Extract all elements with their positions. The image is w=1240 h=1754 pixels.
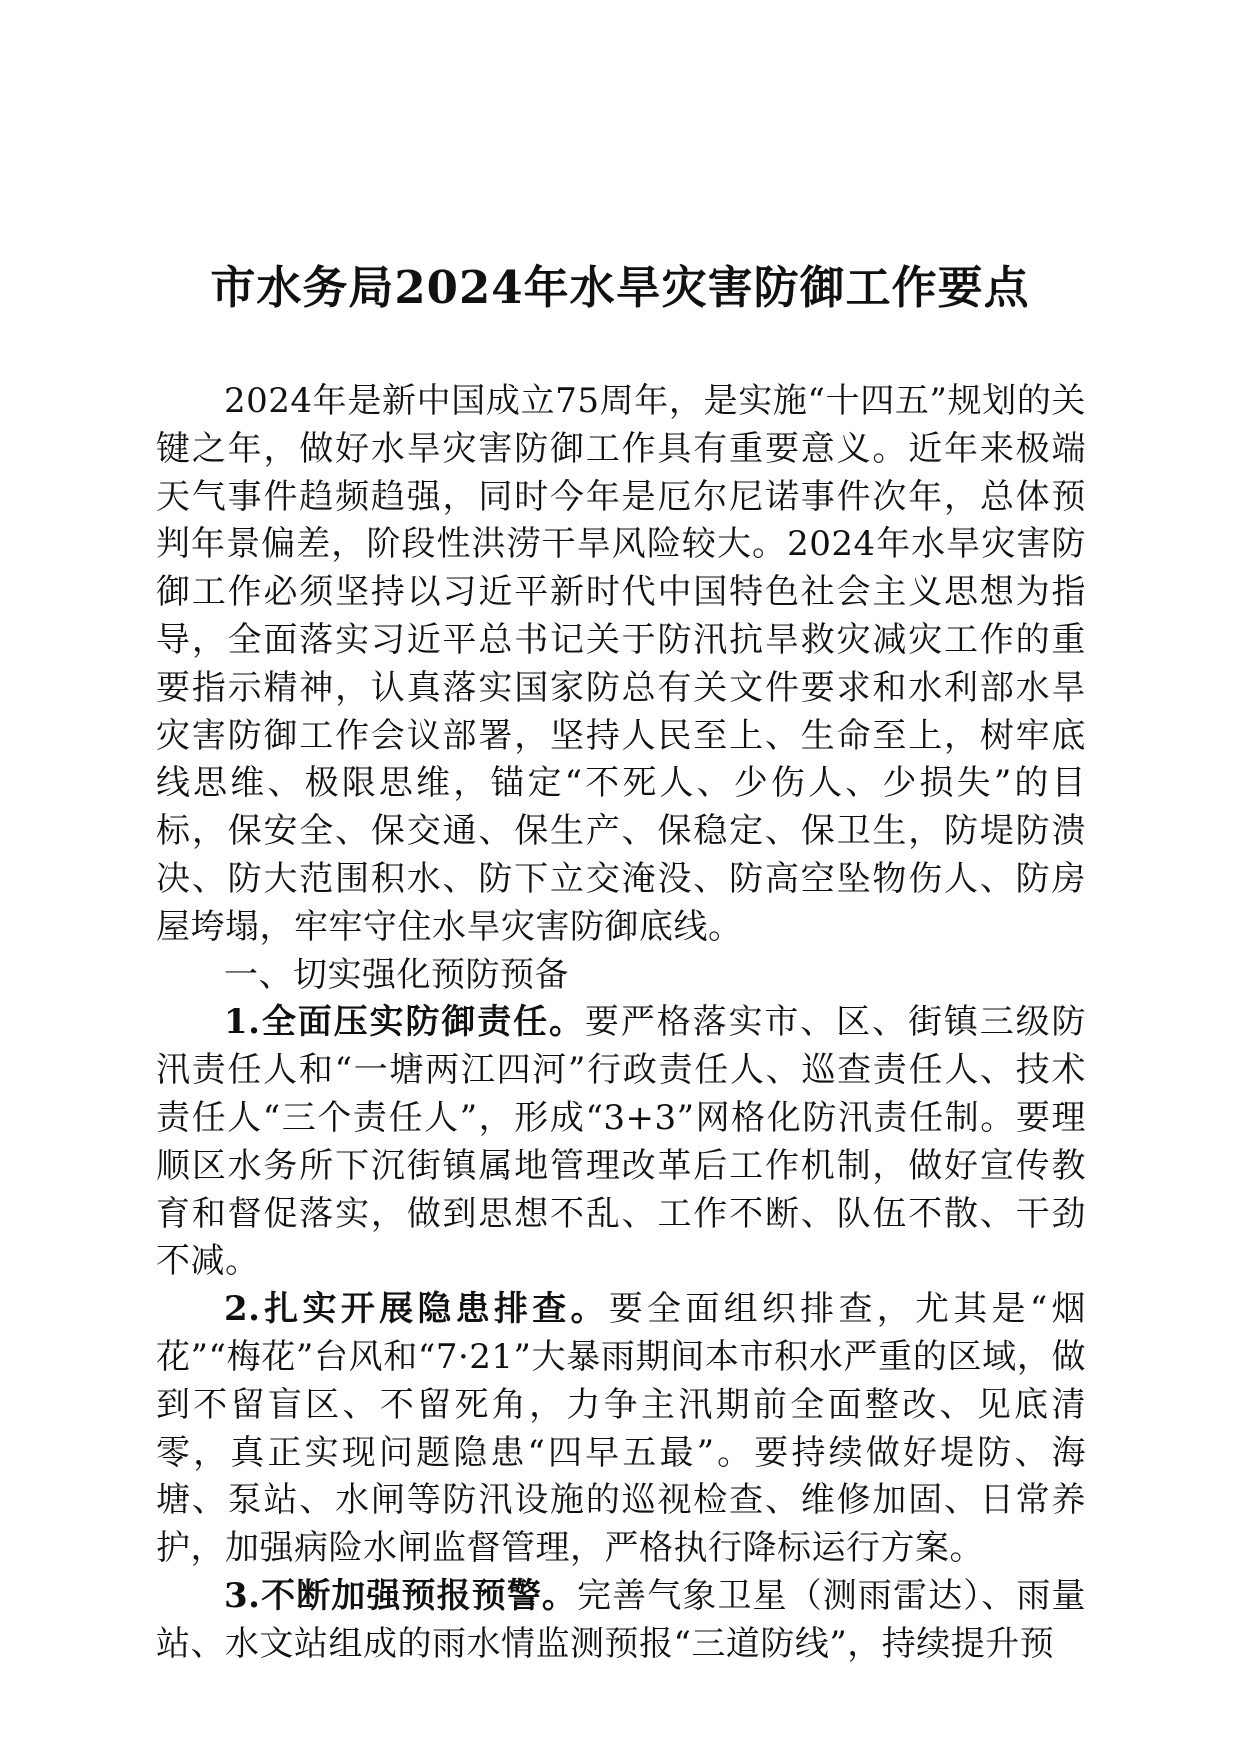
item-paragraph-2 [156, 1286, 1086, 1573]
intro-paragraph: 2024年是新中国成立75周年，是实施“十四五”规划的关键之年，做好水旱灾害防御工作具有重要意义。近年来极端天气事件趋频趋强，同时今年是厄尔尼诺事件次年，总体预判年景偏差，阶段性洪涝干旱风险较大。2024年水旱灾害防御工作必须坚持以习近平新时代中国特色社会主义思想为指导，全面落实习近平总书记关于防汛抗旱救灾减灾工作的重要指示精神，认真落实国家防总有关文件要求和水利部水旱灾害防御工作会议部署，坚持人民至上、生命至上，树牢底线思维、极限思维，锚定“不死人、少伤人、少损失”的目标，保安全、保交通、保生产、保稳定、保卫生，防堤防溃决、防大范围积水、防下立交淹没、防高空坠物伤人、防房屋垮塌，牢牢守住水旱灾害防御底线。 [156, 381, 1086, 947]
document-title: 市水务局2024年水旱灾害防御工作要点 [210, 261, 1030, 314]
item-lead-3: 3.不断加强预报预警。 [224, 1575, 578, 1616]
item-text-2: 要全面组织排查，尤其是“烟花”“梅花”台风和“7·21”大暴雨期间本市积水严重的区域，做到不留盲区、不留死角，力争主汛期前全面整改、见底清零，真正实现问题隐患“四早五最”。要持续做好堤防、海塘、泵站、水闸等防汛设施的巡视检查、维修加固、日常养护，加强病险水闸监督管理，严格执行降标运行方案。 [156, 1289, 1086, 1569]
section-heading-1: 一、切实强化预防预备 [224, 954, 569, 995]
item-text-3: 完善气象卫星（测雨雷达）、雨量站、水文站组成的雨水情监测预报“三道防线”，持续提升预 [156, 1575, 1087, 1664]
item-lead-1: 1.全面压实防御责任。 [224, 1002, 585, 1043]
document-body [156, 378, 1086, 1669]
item-paragraph-1 [156, 999, 1086, 1286]
item-text-1: 要严格落实市、区、街镇三级防汛责任人和“一塘两江四河”行政责任人、巡查责任人、技术责任人“三个责任人”，形成“3+3”网格化防汛责任制。要理顺区水务所下沉街镇属地管理改革后工作机制，做好宣传教育和督促落实，做到思想不乱、工作不断、队伍不散、干劲不减。 [156, 1002, 1087, 1282]
item-paragraph-3 [156, 1573, 1086, 1669]
item-lead-2: 2.扎实开展隐患排查。 [224, 1289, 609, 1330]
